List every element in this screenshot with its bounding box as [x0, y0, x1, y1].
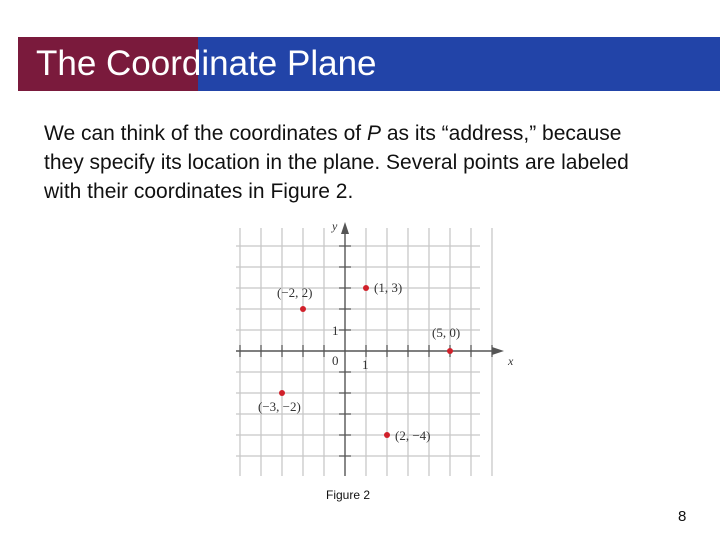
body-text-end: as its “address,” because they specify its location in the plane. Several points are labeled with their coordinates in Figure 2. — [44, 122, 629, 203]
data-point-label: (1, 3) — [374, 280, 403, 295]
data-point-label: (−2, 2) — [277, 285, 313, 300]
point-variable: P — [366, 122, 381, 145]
x-axis-label: x — [508, 354, 514, 368]
body-text-start: We can think of the coordinates of — [44, 122, 367, 145]
x-axis-arrow — [492, 347, 504, 355]
data-point — [279, 390, 285, 396]
data-point-label: (2, −4) — [395, 428, 431, 443]
data-point — [300, 306, 306, 312]
body-paragraph — [44, 119, 664, 206]
coordinate-plane-figure — [222, 210, 512, 480]
y-unit-label: 1 — [332, 323, 339, 338]
y-axis-label: y — [332, 219, 338, 233]
origin-label: 0 — [332, 353, 339, 368]
slide-title: The Coordinate Plane — [36, 44, 377, 83]
x-unit-label: 1 — [362, 357, 369, 372]
data-point — [447, 348, 453, 354]
axes — [236, 219, 514, 476]
page-number: 8 — [678, 508, 687, 525]
data-point-label: (−3, −2) — [258, 399, 301, 414]
data-point — [384, 432, 390, 438]
y-axis-arrow — [341, 222, 349, 234]
data-points — [258, 280, 460, 443]
data-point — [363, 285, 369, 291]
data-point-label: (5, 0) — [432, 325, 461, 340]
grid-lines — [236, 228, 492, 476]
figure-caption: Figure 2 — [326, 488, 371, 502]
